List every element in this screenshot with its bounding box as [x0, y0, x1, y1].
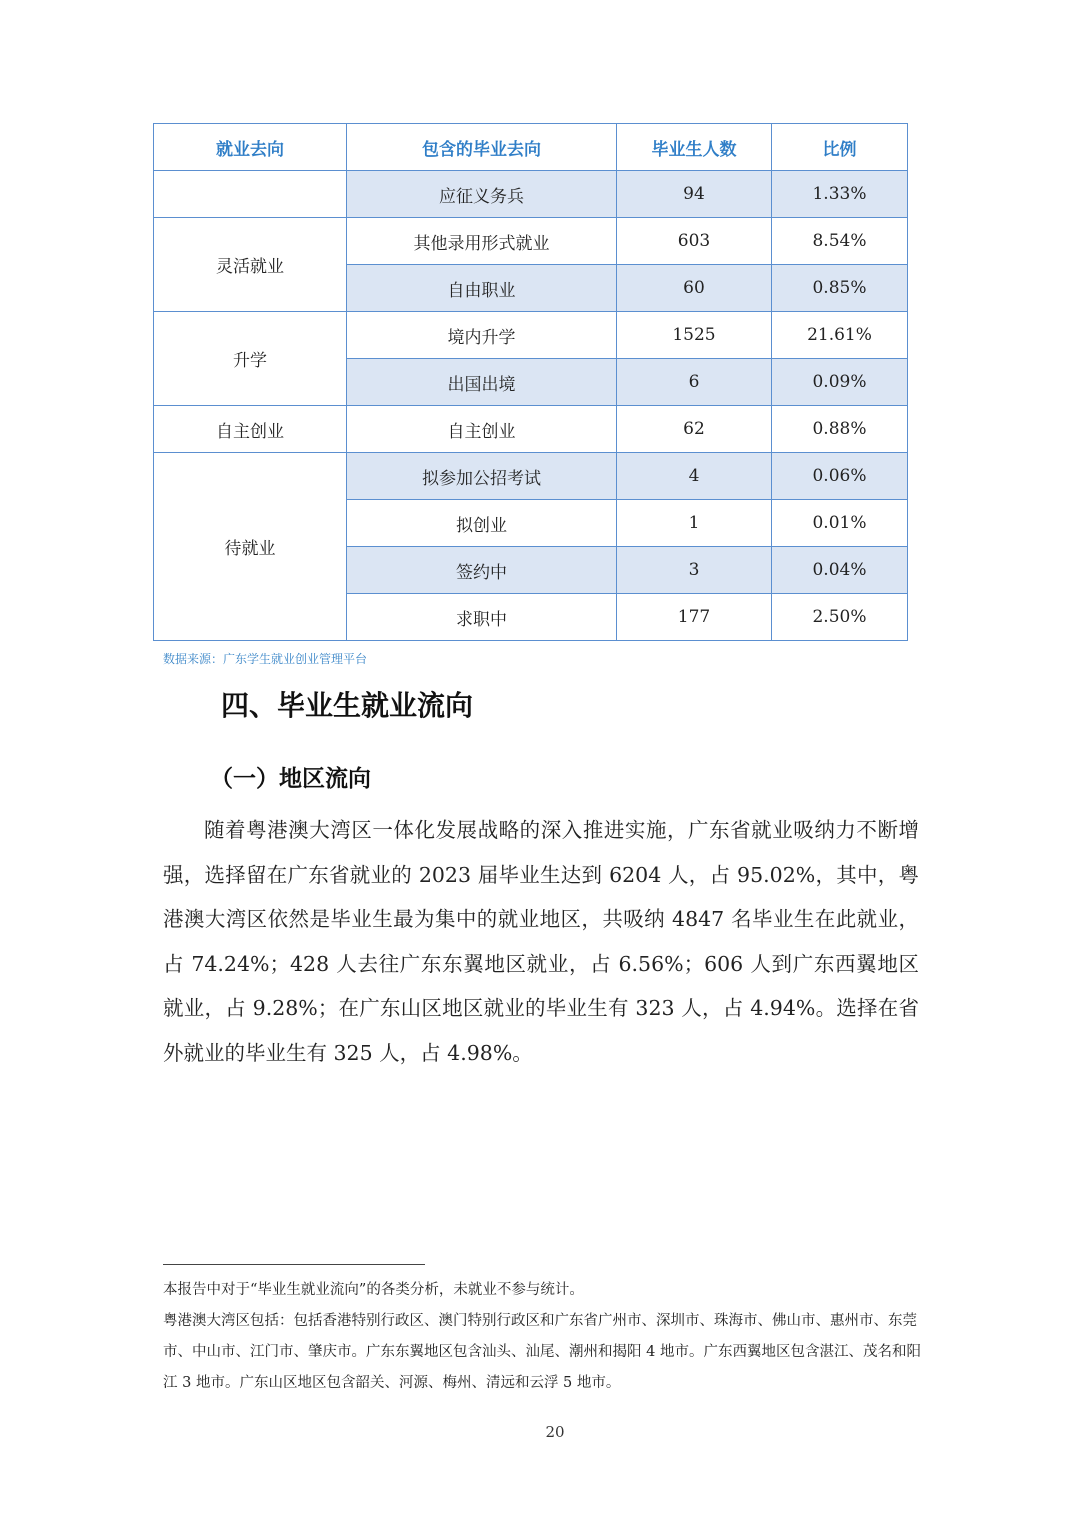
destination-cell: 应征义务兵 — [347, 171, 617, 218]
page-number: 20 — [545, 1423, 565, 1441]
group-cell — [154, 171, 347, 218]
ratio-cell: 0.88% — [772, 406, 908, 453]
ratio-cell: 0.85% — [772, 265, 908, 312]
data-source-note: 数据来源：广东学生就业创业管理平台 — [163, 652, 368, 666]
ratio-cell: 0.09% — [772, 359, 908, 406]
destination-cell: 拟参加公招考试 — [347, 453, 617, 500]
header-count: 毕业生人数 — [617, 124, 772, 171]
ratio-cell: 2.50% — [772, 594, 908, 641]
section-title: 四、毕业生就业流向 — [221, 689, 474, 722]
destination-cell: 自主创业 — [347, 406, 617, 453]
destination-cell: 拟创业 — [347, 500, 617, 547]
count-cell: 1 — [617, 500, 772, 547]
group-cell: 灵活就业 — [154, 218, 347, 312]
body-paragraph: 随着粤港澳大湾区一体化发展战略的深入推进实施，广东省就业吸纳力不断增强，选择留在广东省就业的 2023 届毕业生达到 6204 人，占 95.02%，其中，粤港澳大湾区依然是毕业生最为集中的就业地区，共吸纳 4847 名毕业生在此就业，占 74.24%；428 人去往广东东翼地区就业，占 6.56%；606 人到广东西翼地区就业，占 9.28%；在广东山区地区就业的毕业生有 323 人，占 4.94%。选择在省外就业的毕业生有 325 人，占 4.98%。 — [163, 818, 919, 1065]
count-cell: 3 — [617, 547, 772, 594]
destination-cell: 境内升学 — [347, 312, 617, 359]
footnote-item: 本报告中对于“毕业生就业流向”的各类分析，未就业不参与统计。 — [163, 1282, 584, 1298]
count-cell: 6 — [617, 359, 772, 406]
count-cell: 62 — [617, 406, 772, 453]
ratio-cell: 0.06% — [772, 453, 908, 500]
group-cell: 自主创业 — [154, 406, 347, 453]
table-row — [154, 171, 908, 218]
destination-cell: 出国出境 — [347, 359, 617, 406]
subsection-title: （一）地区流向 — [210, 766, 371, 792]
destination-cell: 其他录用形式就业 — [347, 218, 617, 265]
table-row — [154, 218, 908, 265]
count-cell: 177 — [617, 594, 772, 641]
header-employment-direction: 就业去向 — [154, 124, 347, 171]
count-cell: 603 — [617, 218, 772, 265]
ratio-cell: 0.04% — [772, 547, 908, 594]
group-cell: 升学 — [154, 312, 347, 406]
table-row — [154, 406, 908, 453]
destination-cell: 求职中 — [347, 594, 617, 641]
count-cell: 1525 — [617, 312, 772, 359]
header-destination: 包含的毕业去向 — [347, 124, 617, 171]
footnote-item: 粤港澳大湾区包括：包括香港特别行政区、澳门特别行政区和广东省广州市、深圳市、珠海市、佛山市、惠州市、东莞市、中山市、江门市、肇庆市。广东东翼地区包含汕头、汕尾、潮州和揭阳 4 地市。广东西翼地区包含湛江、茂名和阳江 3 地市。广东山区地区包含韶关、河源、梅州、清远和云浮 5 地市。 — [163, 1313, 921, 1391]
ratio-cell: 1.33% — [772, 171, 908, 218]
header-ratio: 比例 — [772, 124, 908, 171]
count-cell: 4 — [617, 453, 772, 500]
count-cell: 94 — [617, 171, 772, 218]
destination-cell: 自由职业 — [347, 265, 617, 312]
table-row — [154, 312, 908, 359]
table-header-row — [154, 124, 908, 171]
ratio-cell: 0.01% — [772, 500, 908, 547]
ratio-cell: 8.54% — [772, 218, 908, 265]
ratio-cell: 21.61% — [772, 312, 908, 359]
footnotes — [163, 1275, 923, 1399]
destination-cell: 签约中 — [347, 547, 617, 594]
count-cell: 60 — [617, 265, 772, 312]
group-cell: 待就业 — [154, 453, 347, 641]
employment-table — [153, 123, 908, 641]
table-row — [154, 453, 908, 500]
footnote-divider — [163, 1264, 425, 1265]
